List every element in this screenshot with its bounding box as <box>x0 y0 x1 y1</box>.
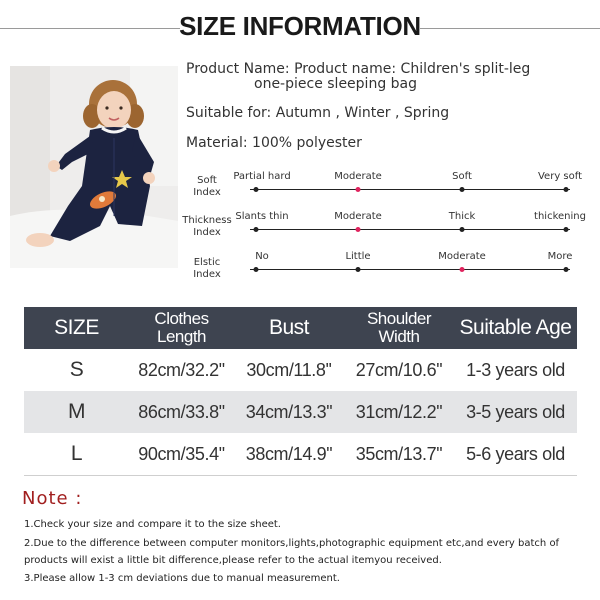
note-title: Note : <box>22 488 83 509</box>
elastic-index-scale <box>178 251 598 291</box>
scale-option: thickening <box>534 211 586 222</box>
header-shoulder-width <box>344 307 454 349</box>
cell-bust: 34cm/13.3'' <box>234 391 344 433</box>
scale-dot <box>254 267 259 272</box>
scale-label-line2: Index <box>193 187 221 198</box>
scale-label-line1: Thickness <box>182 215 232 226</box>
page-title: SIZE INFORMATION <box>179 11 421 41</box>
cell-size: L <box>24 433 129 476</box>
header-shoulder-width-line1: Shoulder <box>366 309 432 328</box>
scale-dot <box>564 187 569 192</box>
header-bust: Bust <box>234 307 344 349</box>
scale-label <box>178 215 236 239</box>
table-row <box>24 391 577 433</box>
header-size: SIZE <box>24 307 129 349</box>
product-name-line1: Product Name: Product name: Children's split-leg <box>186 61 531 77</box>
child-in-sleeping-bag-image <box>10 66 178 268</box>
suitable-seasons: Suitable for: Autumn , Winter , Spring <box>186 105 450 121</box>
header-clothes-length-line2: Length <box>157 327 206 346</box>
table-row <box>24 433 577 476</box>
cell-size: M <box>24 391 129 433</box>
cell-shoulder: 31cm/12.2'' <box>344 391 454 433</box>
scale-option: Very soft <box>537 171 583 182</box>
scale-line <box>250 189 570 190</box>
scale-dot <box>356 267 361 272</box>
scale-option: Moderate <box>334 211 382 222</box>
product-photo <box>10 66 178 268</box>
table-row <box>24 349 577 391</box>
cell-age: 3-5 years old <box>454 391 577 433</box>
header-suitable-age: Suitable Age <box>454 307 577 349</box>
cell-bust: 38cm/14.9'' <box>234 433 344 476</box>
header-clothes-length-line1: Clothes <box>154 309 209 328</box>
table-header-row <box>24 307 577 349</box>
scale-label <box>178 175 236 199</box>
scale-dot <box>254 187 259 192</box>
cell-length: 90cm/35.4'' <box>129 433 234 476</box>
cell-age: 1-3 years old <box>466 359 565 380</box>
product-name <box>186 62 586 92</box>
cell-age: 5-6 years old <box>454 433 577 476</box>
note-item: 3.Please allow 1-3 cm deviations due to manual measurement. <box>24 573 340 584</box>
scale-option: Partial hard <box>233 171 291 182</box>
header-shoulder-width-line2: Width <box>378 327 420 346</box>
scale-dot <box>254 227 259 232</box>
cell-size: S <box>69 358 84 381</box>
scale-option: Little <box>345 251 371 262</box>
scale-option: More <box>547 251 573 262</box>
scale-label <box>178 257 236 281</box>
scale-dot <box>564 227 569 232</box>
product-name-line2: one-piece sleeping bag <box>254 76 418 92</box>
soft-index-scale <box>178 171 598 211</box>
cell-bust: 30cm/11.8'' <box>246 359 332 380</box>
scale-option: Slants thin <box>235 211 289 222</box>
scale-option: Thick <box>448 211 476 222</box>
scale-label-line2: Index <box>193 227 221 238</box>
scale-line <box>250 269 570 270</box>
scale-dot <box>356 187 361 192</box>
cell-shoulder: 35cm/13.7'' <box>344 433 454 476</box>
scale-dot <box>460 227 465 232</box>
cell-shoulder: 27cm/10.6'' <box>355 359 443 380</box>
cell-length: 82cm/32.2'' <box>138 359 225 380</box>
note-item: 2.Due to the difference between computer monitors,lights,photographic equipment etc,and every batch of products will exist a little bit difference,please refer to the actual itemyou received. <box>24 538 560 566</box>
material: Material: 100% polyester <box>186 135 362 151</box>
note-item: 1.Check your size and compare it to the size sheet. <box>24 519 281 530</box>
scale-dot <box>356 227 361 232</box>
scale-option: Soft <box>452 171 472 182</box>
scale-label-line1: Soft <box>197 175 217 186</box>
thickness-index-scale <box>178 211 598 251</box>
header-clothes-length <box>129 307 234 349</box>
scale-option: Moderate <box>438 251 486 262</box>
scale-dot <box>460 187 465 192</box>
scale-label-line2: Index <box>193 269 221 280</box>
scale-label-line1: Elstic <box>193 257 221 268</box>
scale-line <box>250 229 570 230</box>
scale-dot <box>460 267 465 272</box>
size-table <box>24 307 577 476</box>
scale-option: Moderate <box>334 171 382 182</box>
cell-length: 86cm/33.8'' <box>129 391 234 433</box>
scale-option: No <box>255 251 269 262</box>
scale-dot <box>564 267 569 272</box>
